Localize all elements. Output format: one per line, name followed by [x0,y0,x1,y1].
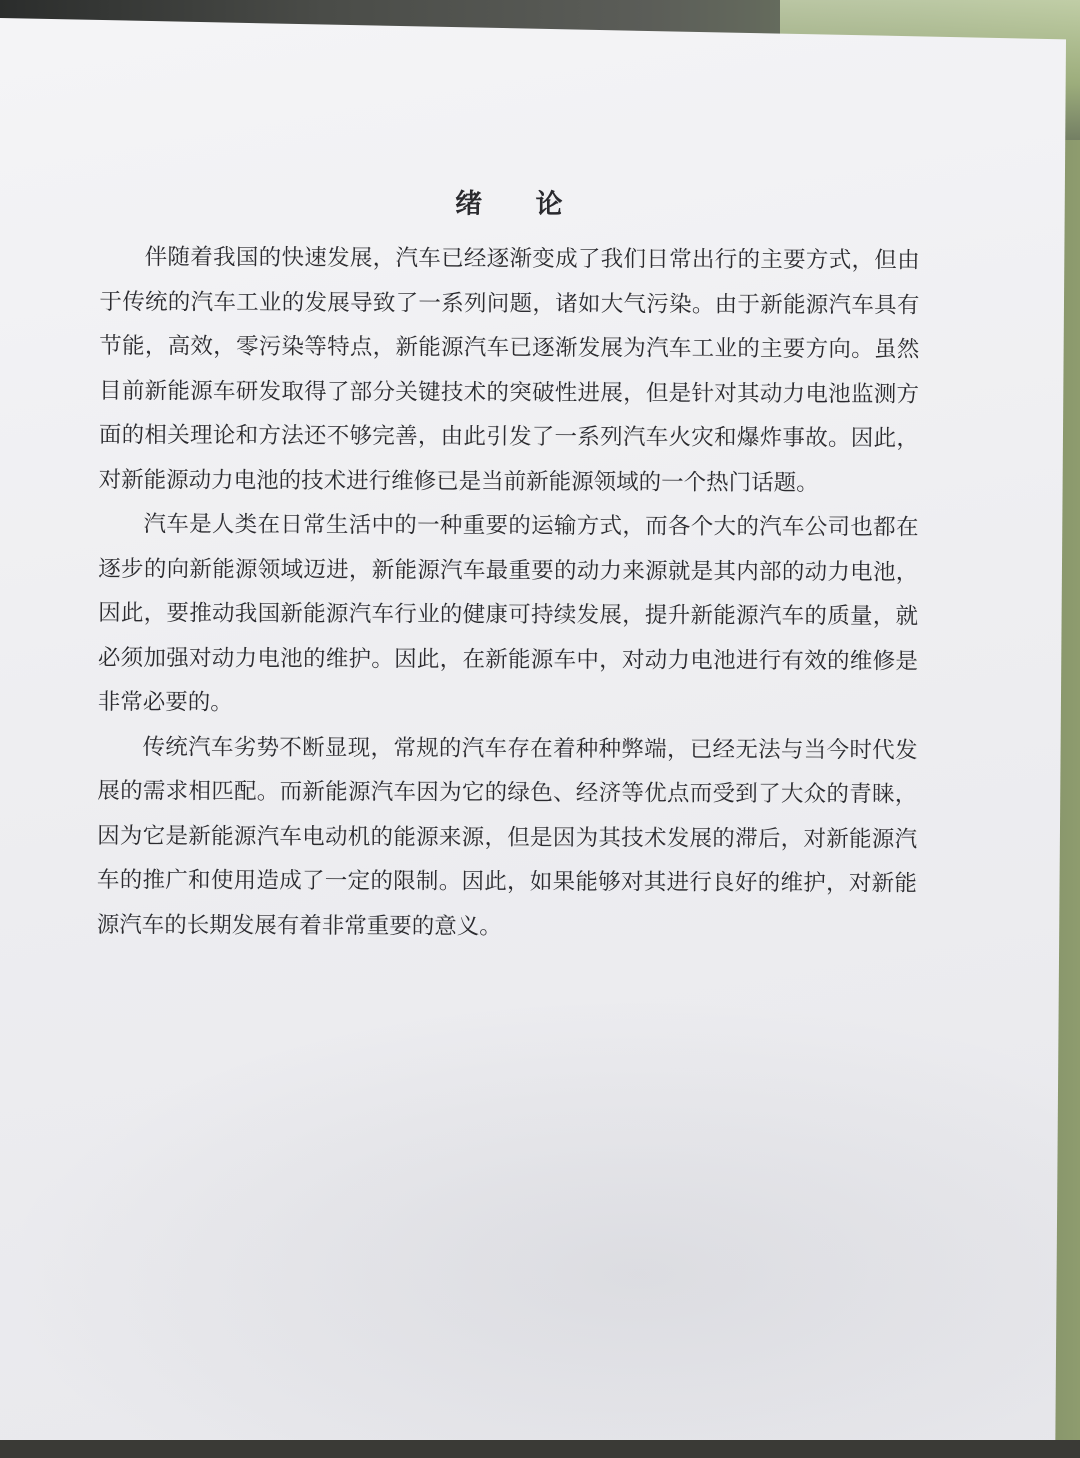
document-body [97,180,920,951]
document-title: 绪 论 [455,188,585,221]
paper-shadow [0,998,1066,1458]
paragraph-2: 汽车是人类在日常生活中的一种重要的运输方式，而各个大的汽车公司也都在逐步的向新能源领域迈进，新能源汽车最重要的动力来源就是其内部的动力电池，因此，要推动我国新能源汽车行业的健康可持续发展，提升新能源汽车的质量，就必须加强对动力电池的维护。因此，在新能源车中，对动力电池进行有效的维修是非常必要的。 [97,511,919,716]
paragraph-1: 伴随着我国的快速发展，汽车已经逐渐变成了我们日常出行的主要方式，但由于传统的汽车工业的发展导致了一系列问题，诸如大气污染。由于新能源汽车具有节能，高效，零污染等特点，新能源汽车已逐渐发展为汽车工业的主要方向。虽然目前新能源车研发取得了部分关键技术的突破性进展，但是针对其动力电池监测方面的相关理论和方法还不够完善，由此引发了一系列汽车火灾和爆炸事故。因此，对新能源动力电池的技术进行维修已是当前新能源领域的一个热门话题。 [98,244,920,496]
paragraph-3: 传统汽车劣势不断显现，常规的汽车存在着种种弊端，已经无法与当今时代发展的需求相匹配。而新能源汽车因为它的绿色、经济等优点而受到了大众的青睐，因为它是新能源汽车电动机的能源来源，但是因为其技术发展的滞后，对新能源汽车的推广和使用造成了一定的限制。因此，如果能够对其进行良好的维护，对新能源汽车的长期发展有着非常重要的意义。 [96,733,918,940]
